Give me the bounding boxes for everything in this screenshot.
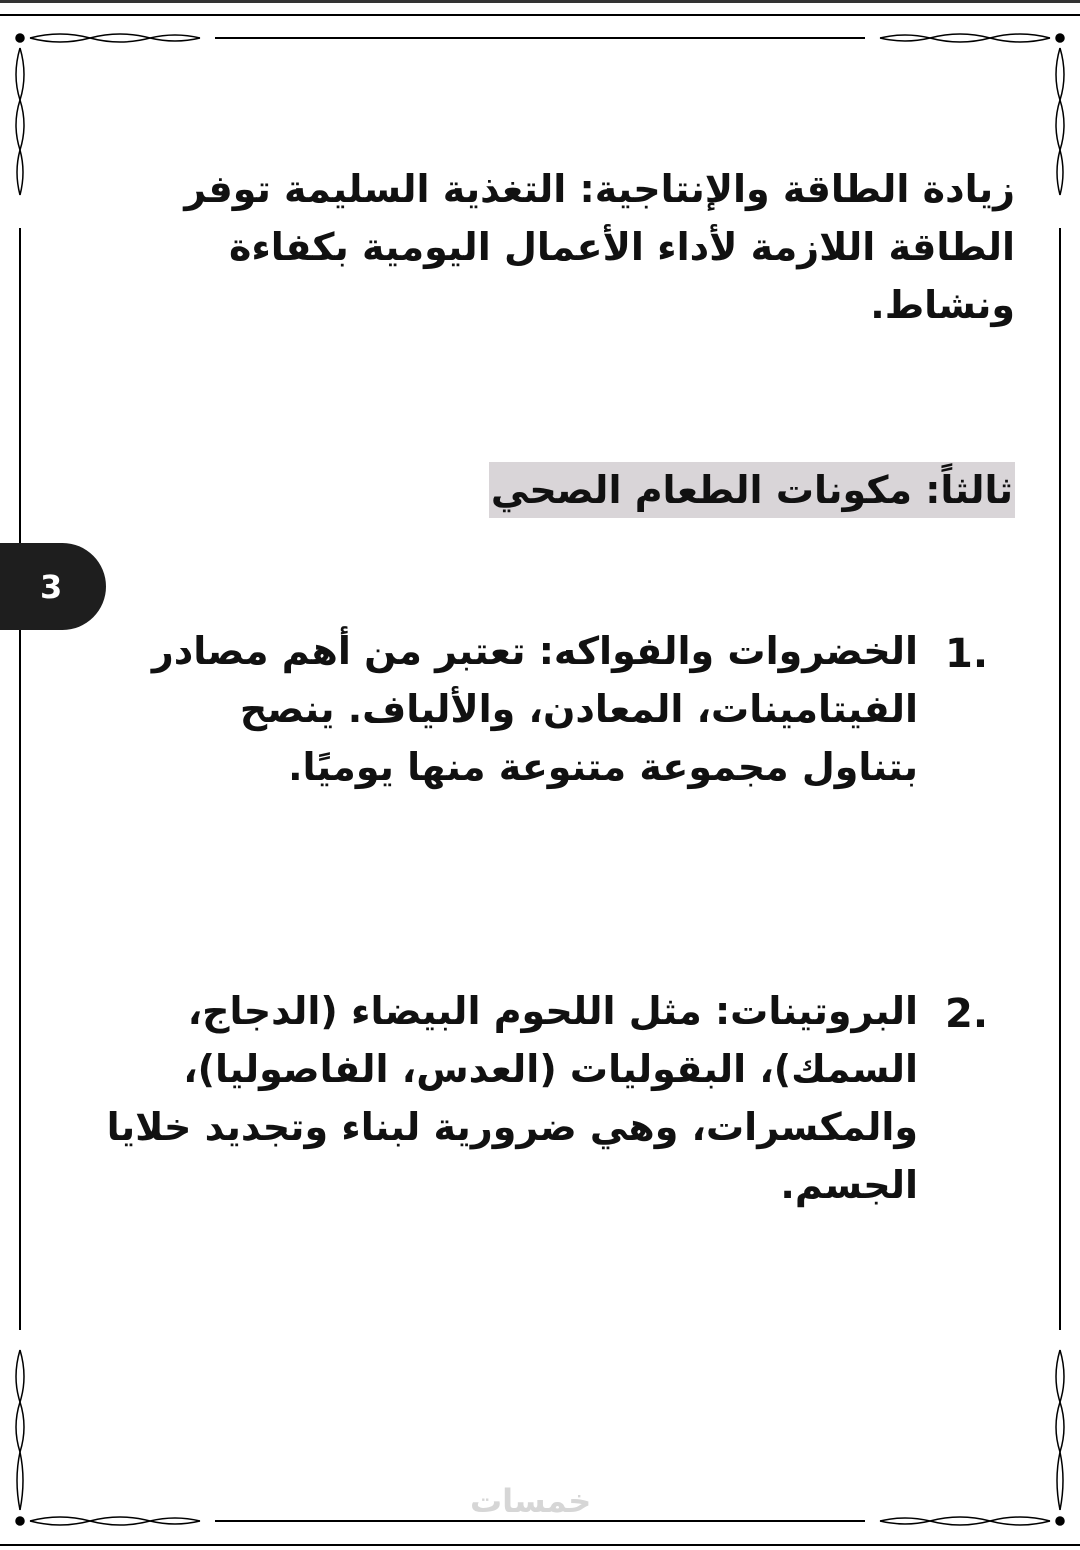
page-number-tab	[0, 543, 106, 630]
list-item-number: 1.	[945, 631, 989, 677]
page-number: 3	[40, 567, 63, 606]
energy-paragraph: زيادة الطاقة والإنتاجية: التغذية السليمة توفر الطاقة اللازمة لأداء الأعمال اليومية بكفاءة ونشاط.	[184, 167, 1015, 327]
watermark: خمسات	[470, 1482, 592, 1520]
section-heading: ثالثاً: مكونات الطعام الصحي	[489, 462, 1015, 518]
corner-ornament-bottom-right	[880, 1350, 1064, 1525]
list-item-vegetables-fruits: الخضروات والفواكه: تعتبر من أهم مصادر الفيتامينات، المعادن، والألياف. ينصح بتناول مجموعة متنوعة منها يوميًا.	[151, 629, 918, 789]
list-item-number: 2.	[945, 991, 989, 1037]
list-item-proteins: البروتينات: مثل اللحوم البيضاء (الدجاج، السمك)، البقوليات (العدس، الفاصوليا)، والمكسرات، وهي ضرورية لبناء وتجديد خلايا الجسم.	[106, 989, 918, 1207]
corner-ornament-bottom-left	[16, 1350, 200, 1525]
